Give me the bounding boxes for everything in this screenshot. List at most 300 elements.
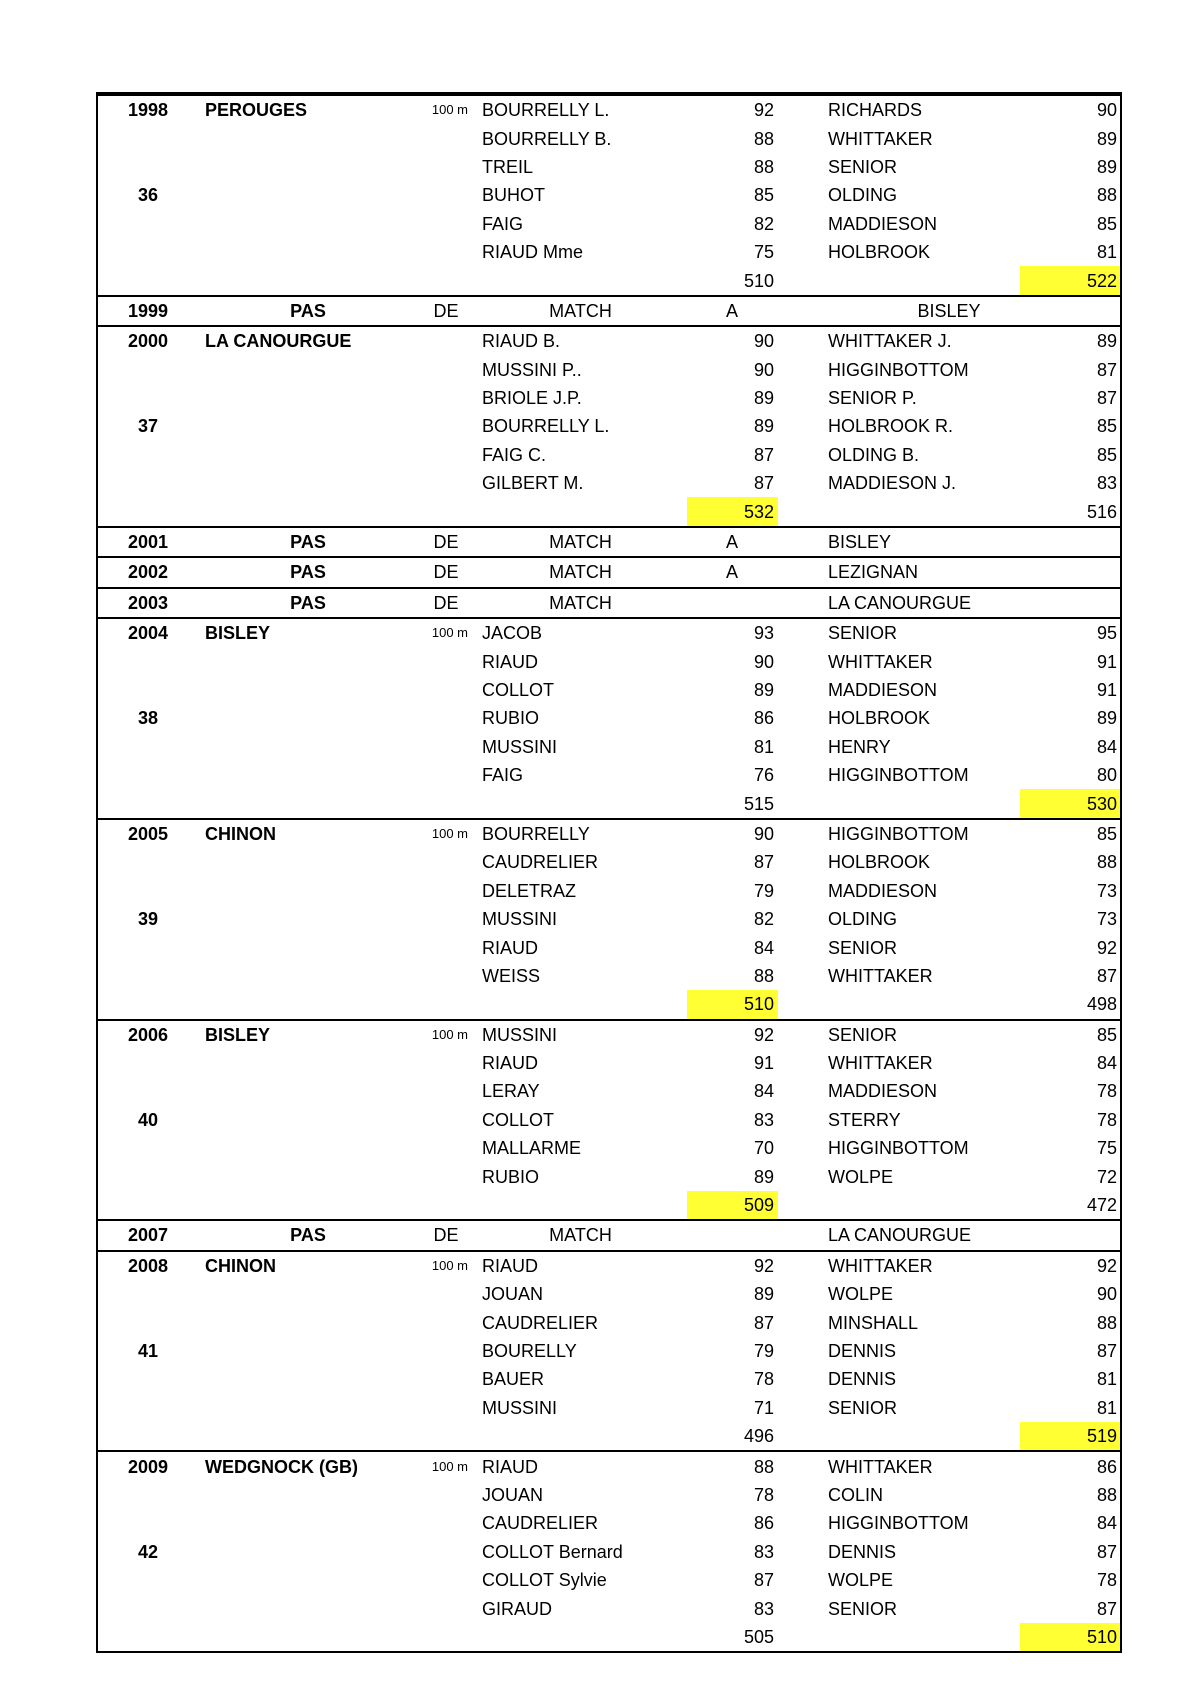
france-shooter-name: COLLOT [482, 680, 555, 700]
gb-shooter-score: 85 [1096, 444, 1117, 465]
distance-cell [418, 384, 474, 412]
competitor-row [98, 848, 1120, 876]
competitor-row [98, 761, 1120, 789]
venue-cell [198, 848, 418, 876]
competitor-row [98, 1077, 1120, 1105]
venue-cell: PEROUGES [198, 95, 418, 124]
france-shooter-score: 88 [687, 1451, 778, 1480]
no-match-word [687, 588, 778, 618]
france-shooter-name: FAIG [482, 213, 524, 234]
venue-cell: WEDGNOCK (GB) [198, 1451, 418, 1480]
gb-shooter-name: WOLPE [828, 1284, 894, 1305]
france-total: 532 [687, 497, 778, 526]
distance-cell [418, 1394, 474, 1422]
france-shooter-name: FAIG C. [482, 444, 547, 465]
france-shooter-score: 76 [753, 765, 774, 786]
france-shooter-name: RUBIO [482, 708, 540, 729]
competitor-row [98, 384, 1120, 412]
distance-cell [418, 1509, 474, 1537]
venue-cell [198, 384, 418, 412]
france-shooter-score: 79 [753, 1340, 774, 1361]
gb-shooter-score: 95 [1020, 618, 1120, 647]
gb-shooter-name: WHITTAKER [778, 1451, 1020, 1480]
france-shooter-name: RIAUD [474, 1251, 687, 1280]
gb-shooter-name: HOLBROOK [828, 242, 931, 263]
competitor-row [98, 1251, 1120, 1280]
gb-shooter-score: 84 [1096, 1513, 1117, 1534]
blank-cell [778, 1191, 1020, 1220]
france-shooter-score: 79 [753, 880, 774, 901]
venue-cell [198, 905, 418, 933]
gb-shooter-score: 90 [1020, 95, 1120, 124]
no-match-word [687, 1220, 778, 1250]
france-shooter-score: 87 [753, 852, 774, 873]
year-cell: 2005 [98, 819, 198, 848]
france-total: 515 [743, 793, 774, 814]
france-shooter-score: 89 [753, 1166, 774, 1187]
france-shooter-name: COLLOT Bernard [482, 1541, 623, 1562]
venue-cell [198, 1538, 418, 1566]
gb-shooter-name: HIGGINBOTTOM [778, 819, 1020, 848]
gb-shooter-score: 81 [1096, 1369, 1117, 1390]
competitor-row [98, 210, 1120, 238]
year-cell [98, 124, 198, 152]
no-match-destination: BISLEY [778, 527, 1120, 557]
no-match-word: A [687, 296, 778, 326]
france-shooter-score: 88 [753, 965, 774, 986]
gb-shooter-name: MINSHALL [828, 1312, 919, 1333]
distance-cell [418, 266, 474, 295]
year-cell [98, 733, 198, 761]
venue-cell [198, 181, 418, 209]
distance-cell [418, 1077, 474, 1105]
no-match-word: DE [418, 557, 474, 587]
year-cell [98, 848, 198, 876]
france-shooter-name: BOURRELLY B. [482, 128, 612, 149]
distance-cell [418, 124, 474, 152]
competitor-row [98, 238, 1120, 266]
venue-cell [198, 356, 418, 384]
competitor-row [98, 819, 1120, 848]
gb-shooter-score: 87 [1096, 965, 1117, 986]
year-cell [98, 933, 198, 961]
venue-cell [198, 704, 418, 732]
gb-shooter-name: RICHARDS [778, 95, 1020, 124]
france-shooter-score: 87 [753, 473, 774, 494]
no-match-word: MATCH [474, 588, 687, 618]
year-cell [98, 647, 198, 675]
competitor-row [98, 1566, 1120, 1594]
gb-shooter-score: 89 [1020, 326, 1120, 355]
venue-cell [198, 1365, 418, 1393]
year-cell [98, 990, 198, 1019]
gb-shooter-name: SENIOR [828, 156, 898, 177]
distance-cell [418, 497, 474, 526]
venue-cell [198, 761, 418, 789]
gb-shooter-name: WHITTAKER [828, 1053, 933, 1074]
france-shooter-score: 90 [687, 819, 778, 848]
france-shooter-name: MALLARME [482, 1138, 582, 1159]
distance-cell [418, 1308, 474, 1336]
no-match-word: PAS [198, 296, 418, 326]
competitor-row [98, 1365, 1120, 1393]
year-cell [98, 676, 198, 704]
france-shooter-score: 91 [753, 1053, 774, 1074]
venue-cell [198, 124, 418, 152]
no-match-word: DE [418, 1220, 474, 1250]
competitor-row [98, 469, 1120, 497]
venue-cell [198, 469, 418, 497]
gb-shooter-name: WHITTAKER [778, 1251, 1020, 1280]
france-shooter-name: DELETRAZ [482, 880, 577, 901]
year-cell [98, 1594, 198, 1622]
year-cell: 2008 [98, 1251, 198, 1280]
france-shooter-score: 89 [753, 1284, 774, 1305]
match-number: 42 [137, 1541, 159, 1562]
gb-shooter-name: SENIOR [778, 1020, 1020, 1049]
competitor-row [98, 441, 1120, 469]
gb-shooter-name: HOLBROOK [828, 708, 931, 729]
competitor-row [98, 1020, 1120, 1049]
year-cell [98, 153, 198, 181]
year-cell [98, 761, 198, 789]
france-shooter-name: CAUDRELIER [482, 852, 599, 873]
gb-shooter-score: 88 [1096, 852, 1117, 873]
year-cell [98, 1134, 198, 1162]
venue-cell [198, 441, 418, 469]
gb-shooter-score: 73 [1096, 880, 1117, 901]
year-cell [98, 1162, 198, 1190]
venue-cell [198, 647, 418, 675]
distance-cell [418, 761, 474, 789]
france-total: 505 [743, 1626, 774, 1647]
competitor-row [98, 905, 1120, 933]
gb-shooter-name: HIGGINBOTTOM [828, 1513, 969, 1534]
competitor-row [98, 1308, 1120, 1336]
france-shooter-score: 92 [687, 1251, 778, 1280]
france-shooter-name: GIRAUD [482, 1598, 553, 1619]
venue-cell [198, 1106, 418, 1134]
gb-shooter-score: 87 [1096, 359, 1117, 380]
gb-shooter-score: 92 [1096, 937, 1117, 958]
year-cell: 2000 [98, 326, 198, 355]
distance-cell [418, 181, 474, 209]
france-total: 510 [743, 270, 774, 291]
venue-cell: BISLEY [198, 1020, 418, 1049]
blank-cell [778, 1422, 1020, 1451]
competitor-row [98, 1451, 1120, 1480]
france-shooter-name: RUBIO [482, 1166, 540, 1187]
france-shooter-score: 89 [753, 388, 774, 409]
venue-cell [198, 733, 418, 761]
gb-shooter-name: HIGGINBOTTOM [828, 765, 969, 786]
gb-shooter-name: OLDING [828, 185, 898, 206]
year-cell [98, 1566, 198, 1594]
france-shooter-score: 82 [753, 213, 774, 234]
total-row [98, 497, 1120, 526]
no-match-row [98, 1220, 1120, 1250]
france-shooter-score: 90 [753, 651, 774, 672]
distance-cell [418, 990, 474, 1019]
competitor-row [98, 412, 1120, 440]
france-shooter-name: BUHOT [482, 185, 545, 206]
france-shooter-name: JACOB [474, 618, 687, 647]
gb-shooter-name: WHITTAKER J. [778, 326, 1020, 355]
gb-total: 516 [1086, 501, 1117, 522]
france-shooter-name: TREIL [482, 156, 534, 177]
venue-cell [198, 1191, 418, 1220]
france-shooter-name: RIAUD [482, 1053, 539, 1074]
total-row [98, 1191, 1120, 1220]
competitor-row [98, 356, 1120, 384]
match-number: 39 [137, 909, 159, 930]
france-shooter-name: RIAUD Mme [482, 242, 584, 263]
gb-shooter-name: OLDING [828, 909, 898, 930]
distance-cell [418, 326, 474, 355]
blank-cell [474, 990, 687, 1019]
france-shooter-name: BOURELLY [482, 1340, 577, 1361]
france-shooter-score: 71 [753, 1397, 774, 1418]
gb-shooter-score: 87 [1096, 388, 1117, 409]
venue-cell [198, 1594, 418, 1622]
distance-cell: 100 m [418, 1251, 474, 1280]
blank-cell [474, 1191, 687, 1220]
gb-shooter-score: 86 [1020, 1451, 1120, 1480]
gb-shooter-score: 88 [1096, 1484, 1117, 1505]
venue-cell [198, 789, 418, 818]
no-match-word: PAS [198, 588, 418, 618]
venue-cell [198, 962, 418, 990]
france-total: 510 [687, 990, 778, 1019]
competitor-row [98, 95, 1120, 124]
distance-cell [418, 1049, 474, 1077]
distance-cell [418, 676, 474, 704]
blank-cell [474, 497, 687, 526]
no-match-word: PAS [198, 527, 418, 557]
competitor-row [98, 1538, 1120, 1566]
france-shooter-name: COLLOT Sylvie [482, 1570, 607, 1591]
venue-cell [198, 1481, 418, 1509]
gb-shooter-score: 90 [1096, 1284, 1117, 1305]
competitor-row [98, 676, 1120, 704]
france-shooter-name: WEISS [482, 965, 541, 986]
year-cell [98, 238, 198, 266]
no-match-row [98, 296, 1120, 326]
france-shooter-name: GILBERT M. [482, 473, 584, 494]
gb-shooter-score: 85 [1020, 1020, 1120, 1049]
no-match-destination: LEZIGNAN [778, 557, 1120, 587]
competitor-row [98, 704, 1120, 732]
no-match-word: A [687, 557, 778, 587]
venue-cell [198, 1077, 418, 1105]
gb-shooter-name: HIGGINBOTTOM [828, 359, 969, 380]
france-shooter-score: 75 [753, 242, 774, 263]
france-shooter-score: 78 [753, 1484, 774, 1505]
gb-shooter-score: 91 [1096, 680, 1117, 700]
blank-cell [778, 1623, 1020, 1651]
distance-cell [418, 905, 474, 933]
year-cell: 2009 [98, 1451, 198, 1480]
competitor-row [98, 1337, 1120, 1365]
competitor-row [98, 1280, 1120, 1308]
year-cell [98, 384, 198, 412]
gb-shooter-name: WHITTAKER [828, 651, 933, 672]
match-number: 38 [137, 708, 159, 729]
france-shooter-score: 78 [753, 1369, 774, 1390]
france-shooter-score: 81 [753, 736, 774, 757]
gb-shooter-score: 75 [1096, 1138, 1117, 1159]
gb-shooter-score: 89 [1096, 156, 1117, 177]
france-shooter-score: 84 [753, 1081, 774, 1102]
gb-total: 498 [1086, 994, 1117, 1015]
competitor-row [98, 181, 1120, 209]
france-shooter-name: BAUER [482, 1369, 545, 1390]
gb-shooter-name: SENIOR [828, 1397, 898, 1418]
france-shooter-score: 86 [753, 708, 774, 729]
gb-shooter-name: COLIN [828, 1484, 884, 1505]
venue-cell [198, 497, 418, 526]
competitor-row [98, 124, 1120, 152]
gb-total: 522 [1020, 266, 1120, 295]
france-total: 496 [743, 1426, 774, 1447]
year-cell [98, 1280, 198, 1308]
gb-shooter-name: DENNIS [828, 1369, 897, 1390]
venue-cell [198, 1162, 418, 1190]
france-shooter-name: JOUAN [482, 1284, 544, 1305]
gb-shooter-score: 85 [1096, 416, 1117, 437]
no-match-word: A [687, 527, 778, 557]
total-row [98, 789, 1120, 818]
france-shooter-name: MUSSINI [482, 736, 558, 757]
gb-shooter-name: MADDIESON [828, 1081, 938, 1102]
year-cell [98, 210, 198, 238]
gb-shooter-name: MADDIESON J. [828, 473, 957, 494]
competitor-row [98, 1394, 1120, 1422]
year-cell [98, 1394, 198, 1422]
gb-shooter-name: HOLBROOK [828, 852, 931, 873]
no-match-word: MATCH [474, 1220, 687, 1250]
gb-shooter-name: HOLBROOK R. [828, 416, 954, 437]
venue-cell [198, 238, 418, 266]
france-shooter-score: 82 [753, 909, 774, 930]
france-shooter-name: BRIOLE J.P. [482, 388, 582, 409]
distance-cell: 100 m [418, 1020, 474, 1049]
venue-cell [198, 1566, 418, 1594]
gb-total: 472 [1086, 1195, 1117, 1216]
blank-cell [474, 1623, 687, 1651]
distance-cell [418, 1594, 474, 1622]
gb-total: 510 [1020, 1623, 1120, 1651]
gb-shooter-score: 87 [1096, 1541, 1117, 1562]
distance-cell [418, 412, 474, 440]
distance-cell [418, 704, 474, 732]
gb-shooter-score: 81 [1096, 1397, 1117, 1418]
competitor-row [98, 1049, 1120, 1077]
match-number: 40 [137, 1109, 159, 1130]
venue-cell [198, 1509, 418, 1537]
france-shooter-name: MUSSINI P.. [482, 359, 582, 380]
gb-shooter-score: 87 [1096, 1340, 1117, 1361]
france-shooter-score: 88 [753, 128, 774, 149]
distance-cell [418, 441, 474, 469]
france-shooter-score: 83 [753, 1109, 774, 1130]
france-shooter-score: 70 [753, 1138, 774, 1159]
year-cell [98, 1308, 198, 1336]
no-match-row [98, 588, 1120, 618]
no-match-word: DE [418, 296, 474, 326]
france-shooter-score: 88 [753, 156, 774, 177]
france-shooter-name: RIAUD [482, 937, 539, 958]
venue-cell: CHINON [198, 1251, 418, 1280]
venue-cell [198, 1422, 418, 1451]
competitor-row [98, 877, 1120, 905]
gb-shooter-name: DENNIS [828, 1340, 897, 1361]
no-match-word: MATCH [474, 296, 687, 326]
gb-shooter-name: MADDIESON [828, 680, 938, 700]
venue-cell [198, 990, 418, 1019]
gb-shooter-name: WHITTAKER [828, 128, 933, 149]
france-shooter-name: RIAUD [474, 1451, 687, 1480]
competitor-row [98, 618, 1120, 647]
year-cell: 1998 [98, 95, 198, 124]
france-shooter-name: LERAY [482, 1081, 540, 1102]
total-row [98, 1623, 1120, 1651]
distance-cell [418, 1191, 474, 1220]
year-cell: 2006 [98, 1020, 198, 1049]
match-number: 37 [137, 416, 159, 437]
gb-shooter-score: 78 [1096, 1570, 1117, 1591]
competitor-row [98, 1594, 1120, 1622]
france-shooter-name: BOURRELLY [474, 819, 687, 848]
year-cell [98, 1481, 198, 1509]
competitor-row [98, 153, 1120, 181]
venue-cell [198, 933, 418, 961]
france-shooter-name: MUSSINI [482, 909, 558, 930]
gb-shooter-score: 78 [1096, 1109, 1117, 1130]
total-row [98, 990, 1120, 1019]
competitor-row [98, 1162, 1120, 1190]
gb-shooter-name: SENIOR [828, 937, 898, 958]
gb-shooter-score: 92 [1020, 1251, 1120, 1280]
france-shooter-name: RIAUD B. [474, 326, 687, 355]
competitor-row [98, 1106, 1120, 1134]
distance-cell [418, 238, 474, 266]
france-shooter-score: 92 [687, 95, 778, 124]
gb-shooter-score: 84 [1096, 736, 1117, 757]
year-cell [98, 266, 198, 295]
no-match-word: MATCH [474, 557, 687, 587]
blank-cell [778, 789, 1020, 818]
distance-cell [418, 1481, 474, 1509]
distance-cell [418, 469, 474, 497]
gb-shooter-score: 81 [1096, 242, 1117, 263]
france-shooter-score: 87 [753, 1570, 774, 1591]
gb-shooter-name: SENIOR [778, 618, 1020, 647]
france-shooter-score: 90 [753, 359, 774, 380]
france-shooter-score: 83 [753, 1541, 774, 1562]
distance-cell: 100 m [418, 618, 474, 647]
gb-total: 519 [1020, 1422, 1120, 1451]
year-cell [98, 441, 198, 469]
blank-cell [778, 990, 1020, 1019]
distance-cell [418, 1106, 474, 1134]
year-cell [98, 877, 198, 905]
competitor-row [98, 962, 1120, 990]
distance-cell [418, 356, 474, 384]
gb-shooter-score: 89 [1096, 708, 1117, 729]
venue-cell [198, 1049, 418, 1077]
no-match-word: DE [418, 527, 474, 557]
